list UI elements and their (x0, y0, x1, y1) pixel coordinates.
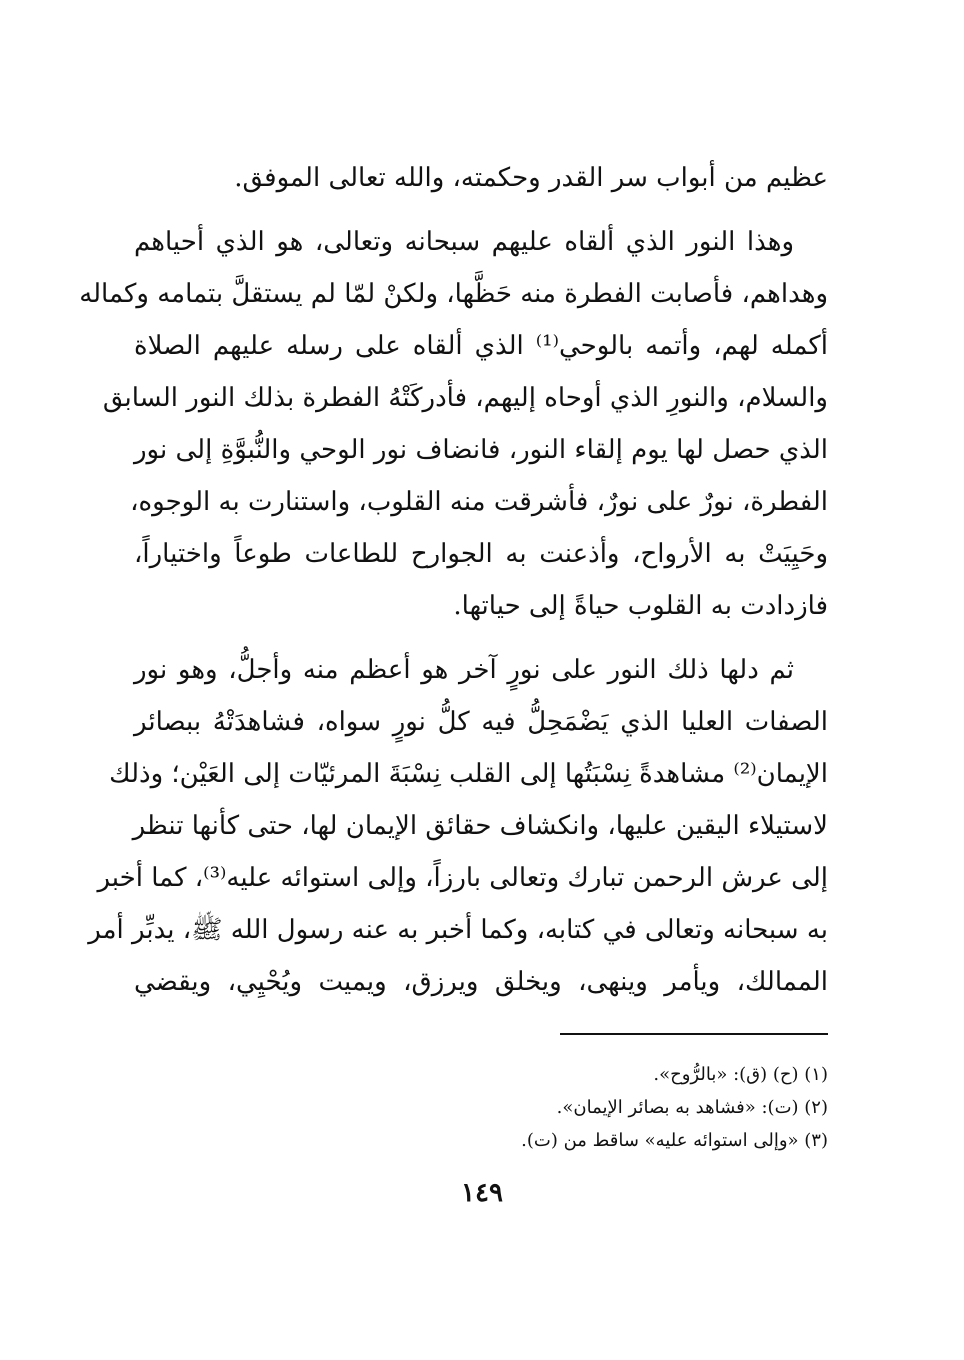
text-line: الذي حصل لها يوم إلقاء النور، فانضاف نور الوحي والنُّبوَّةِ إلى نور (134, 435, 828, 465)
footnote-item: (٢) (ت): «فشاهد به بصائر الإيمان». (556, 1097, 828, 1118)
text-line: إلى عرش الرحمن تبارك وتعالى بارزاً، وإلى استوائه عليه⁽³⁾، كما أخبر (97, 863, 828, 893)
text-line: والسلام، والنورِ الذي أوحاه إليهم، فأدركَتْهُ الفطرة بذلك النور السابق (102, 383, 828, 413)
text-line: أكمله لهم، وأتمه بالوحي⁽¹⁾ الذي ألقاه على رسله عليهم الصلاة (134, 331, 828, 361)
footnote-divider (560, 1033, 828, 1035)
footnote-item: (١) (ح) (ق): «بالرُّوح». (653, 1064, 828, 1085)
footnote-item: (٣) «وإلى استوائه عليه» ساقط من (ت). (521, 1130, 828, 1151)
text-line: فازدادت به القلوب حياةً إلى حياتها. (453, 591, 828, 621)
text-line: الصفات العليا الذي يَضْمَحِلُّ فيه كلُّ نورٍ سواه، فشاهدَتْهُ ببصائر (134, 707, 828, 737)
text-line: ثم دلها ذلك النور على نورٍ آخر هو أعظم منه وأجلُّ، وهو نور (134, 655, 794, 685)
text-line: لاستيلاء اليقين عليها، وانكشاف حقائق الإيمان لها، حتى كأنها تنظر (132, 811, 828, 841)
page-number: ١٤٩ (461, 1178, 503, 1208)
text-line: وهداهم، فأصابت الفطرة منه حَظَّها، ولكنْ لمّا لم يستقلَّ بتمامه وكماله (79, 279, 828, 309)
text-line: وحَيِيَتْ به الأرواح، وأذعنت به الجوارح للطاعات طوعاً واختياراً، (134, 539, 828, 569)
footnotes (400, 1058, 828, 1157)
text-line: الممالك، ويأمر وينهى، ويخلق ويرزق، ويميت ويُحْيِي، ويقضي (134, 967, 828, 997)
main-text (79, 152, 828, 1008)
text-line: الفطرة، نورٌ على نورٌ، فأشرقت منه القلوب، واستنارت به الوجوه، (130, 487, 828, 517)
text-line: الإيمان⁽²⁾ مشاهدةً نِسْبَتُها إلى القلب نِسْبَةَ المرئيّات إلى العَيْن؛ وذلك (109, 759, 828, 789)
text-line: عظيم من أبواب سر القدر وحكمته، والله تعالى الموفق. (234, 163, 828, 193)
text-line: به سبحانه وتعالى في كتابه، وكما أخبر به عنه رسول الله ﷺ، يدبِّر أمر (88, 915, 828, 945)
text-line: وهذا النور الذي ألقاه عليهم سبحانه وتعالى، هو الذي أحياهم (134, 227, 794, 257)
